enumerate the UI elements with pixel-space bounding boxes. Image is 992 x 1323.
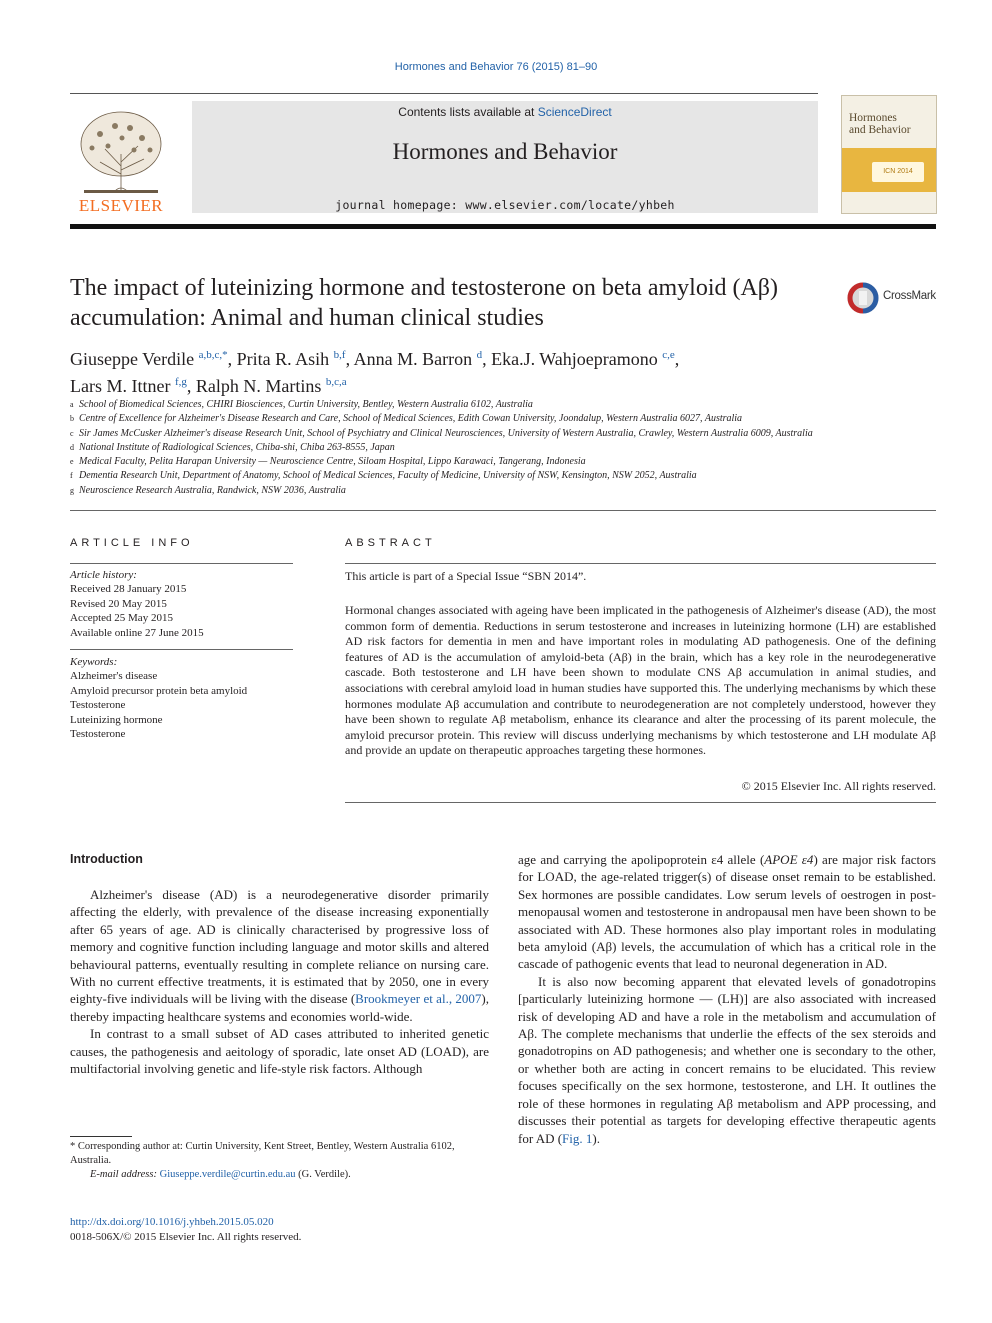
email-note: E-mail address: Giuseppe.verdile@curtin.edu.au (G. Verdile). [90,1169,351,1180]
body-column-left [70,886,489,1077]
journal-homepage[interactable]: journal homepage: www.elsevier.com/locate/yhbeh [335,198,675,212]
section-divider [70,510,936,511]
paragraph: age and carrying the apolipoprotein ε4 allele (APOE ε4) are major risk factors for LOAD, the age-related trigger(s) of disease onset remain to be established. Sex hormones are possible candidates. Low serum levels of oestrogen in post-menopausal women and testosterone in andropausal men have been shown to be associated with AD. These hormones also play important roles in modulating beta amyloid (Aβ) levels, the accumulation of which has a critical role in the cascade of pathogenic events that lead to neuronal degeneration in AD. [518,852,936,972]
contents-line: Contents lists available at ScienceDirect [398,105,612,119]
affiliation-item: a School of Biomedical Sciences, CHIRI Biosciences, Curtin University, Bentley, Western Australia 6102, Australia [70,399,533,410]
keywords [70,655,295,741]
keyword-item: Amyloid precursor protein beta amyloid [70,684,248,697]
footnote [70,1140,490,1182]
reference-link[interactable]: Brookmeyer et al., 2007 [355,991,482,1007]
affiliation-item: c Sir James McCusker Alzheimer's disease Research Unit, School of Psychiatry and Clinical Neurosciences, University of Western Australia, Crawley, Western Australia 6009, Australia [70,427,813,439]
affiliations [70,398,950,498]
affiliation-item: f Dementia Research Unit, Department of Anatomy, School of Medical Sciences, Faculty of Medicine, University of NSW, Kensington, NSW 2052, Australia [70,470,697,482]
history-label: Article history: [70,569,137,581]
cover-badge: ICN 2014 [872,162,924,182]
introduction-heading: Introduction [70,852,143,866]
paragraph: In contrast to a small subset of AD cases attributed to inherited genetic causes, the pathogenesis and aeitology of sporadic, late onset AD (LOAD), are multifactorial involving genetic and life-style risk factors. Although [70,1026,489,1077]
author-list: Giuseppe Verdile $^{a,b,c,*}$, Prita R. Asih $^{b,f}$, Anna M. Barron $^d$, Eka.J. Wahjoepramono $^{c,e}$, Lars M. Ittner $^{f,g}$, Ralph N. Martins $^{b,c,a}$ [70,349,680,396]
article-history [70,568,295,640]
author-name[interactable]: Ralph N. Martins [195,376,322,396]
abstract-text: Hormonal changes associated with ageing have been implicated in the pathogenesis of Alzheimer's disease (AD), the most common form of dementia. Reductions in serum testosterone and increases in luteinizing hormone (LH) are established AD risk factors for dementia in men and have important roles in modulating AD pathogenesis. One of the defining features of AD is the accumulation of amyloid-beta (Aβ) in the brain, which has a key role in the neurodegenerative cascade. Both testosterone and LH have been shown to modulate CNS Aβ accumulation in animal studies, and associations with cerebral amyloid load in human studies have supported this. The underlying mechanisms by which these hormones modulate Aβ accumulation and contribute to neurodegeneration are not completely understood, however they have been shown to regulate Aβ metabolism, enhance its clearance and alter the processing of its parent molecule, the amyloid precursor protein. This review will discuss underlying mechanisms by which testosterone and LH modulate Aβ and provide an update on therapeutic approaches targeting these hormones. [345,603,936,758]
journal-name: Hormones and Behavior [392,139,618,164]
cover-title: Hormones and Behavior [849,112,911,136]
affiliation-item: b Centre of Excellence for Alzheimer's Disease Research and Care, School of Medical Sciences, Edith Cowan University, Joondalup, Western Australia 6027, Australia [70,413,743,425]
special-issue-note: This article is part of a Special Issue “SBN 2014”. [345,569,587,583]
keyword-item: Testosterone [70,699,126,712]
corresponding-author-note: * Corresponding author at: Curtin University, Kent Street, Bentley, Western Australia 6102, Australia. [70,1141,455,1166]
author-name[interactable]: Anna M. Barron [353,349,473,369]
author-name[interactable]: Lars M. Ittner [70,376,171,396]
author-name[interactable]: Giuseppe Verdile [70,349,195,369]
keyword-item: Luteinizing hormone [70,713,163,726]
crossmark-label: CrossMark [883,290,936,302]
header-rule [70,93,818,94]
keywords-rule [70,649,293,650]
footnote-rule [70,1136,132,1137]
crossmark-badge[interactable] [846,280,942,316]
keyword-item: Testosterone [70,728,126,741]
abstract-end-rule [345,802,936,803]
author-name[interactable]: Eka.J. Wahjoepramono [491,349,658,369]
history-item: Received 28 January 2015 [70,583,187,596]
article-info-heading: ARTICLE INFO [70,537,194,549]
crossmark-icon [846,280,880,316]
abstract-copyright: © 2015 Elsevier Inc. All rights reserved. [741,779,936,793]
affiliation-item: d National Institute of Radiological Sciences, Chiba-shi, Chiba 263-8555, Japan [70,441,395,453]
figure-link[interactable]: Fig. 1 [562,1130,593,1146]
history-item: Available online 27 June 2015 [70,626,204,639]
affiliation-item: g Neuroscience Research Australia, Randwick, NSW 2036, Australia [70,484,346,496]
article-title: The impact of luteinizing hormone and testosterone on beta amyloid (Aβ) accumulation: Animal and human clinical studies [70,275,779,331]
abstract-rule [345,563,936,564]
journal-cover-thumbnail[interactable] [841,95,937,214]
email-link[interactable]: Giuseppe.verdile@curtin.edu.au [159,1169,296,1180]
paragraph: It is also now becoming apparent that elevated levels of gonadotropins [particularly luteinizing hormone — (LH)] are also associated with increased risk of developing AD and have a role in the metabolism and accumulation of Aβ. The complete mechanisms that underlie the effects of the sex steroids and gonadotropins on AD pathogenesis; and whether one is secondary to the other, or whether both are acting in concert remains to be elucidated. This review focuses specifically on the sex hormone, testosterone, and LH. It outlines the role of these hormones in regulating Aβ metabolism and APP processing, and discusses their potential as targets for developing effective therapeutic agents for AD (Fig. 1). [518,973,936,1146]
elsevier-wordmark: ELSEVIER [78,196,164,215]
abstract-heading: ABSTRACT [345,537,436,549]
issn-line: 0018-506X/© 2015 Elsevier Inc. All rights reserved. [70,1231,302,1243]
history-item: Accepted 25 May 2015 [70,612,173,625]
affiliation-item: e Medical Faculty, Pelita Harapan University — Neuroscience Centre, Siloam Hospital, Lippo Karawaci, Tangerang, Indonesia [70,456,586,468]
masthead-rule [70,224,936,229]
article-info-rule [70,563,293,564]
author-name[interactable]: Prita R. Asih [236,349,330,369]
keyword-item: Alzheimer's disease [70,670,158,683]
body-column-right [518,851,936,1147]
history-item: Revised 20 May 2015 [70,597,167,610]
doi-link[interactable]: http://dx.doi.org/10.1016/j.yhbeh.2015.05.020 [70,1216,274,1228]
paragraph: Alzheimer's disease (AD) is a neurodegenerative disorder primarily affecting the elderly, with prevalence of the disease increasing exponentially after 65 years of age. AD is clinically characterised by progressive loss of memory and cognitive function including language and motor skills and altered behavioural patterns, eventually resulting in complete reliance on nursing care. With no current effective treatments, it is estimated that by 2050, one in every eighty-five individuals will be living with the disease (Brookmeyer et al., 2007), thereby impacting healthcare systems and economies world-wide. [70,887,489,1024]
sciencedirect-link[interactable]: ScienceDirect [537,105,612,119]
article-footer [70,1215,301,1245]
journal-citation[interactable]: Hormones and Behavior 76 (2015) 81–90 [394,61,598,73]
keywords-label: Keywords: [70,656,118,668]
